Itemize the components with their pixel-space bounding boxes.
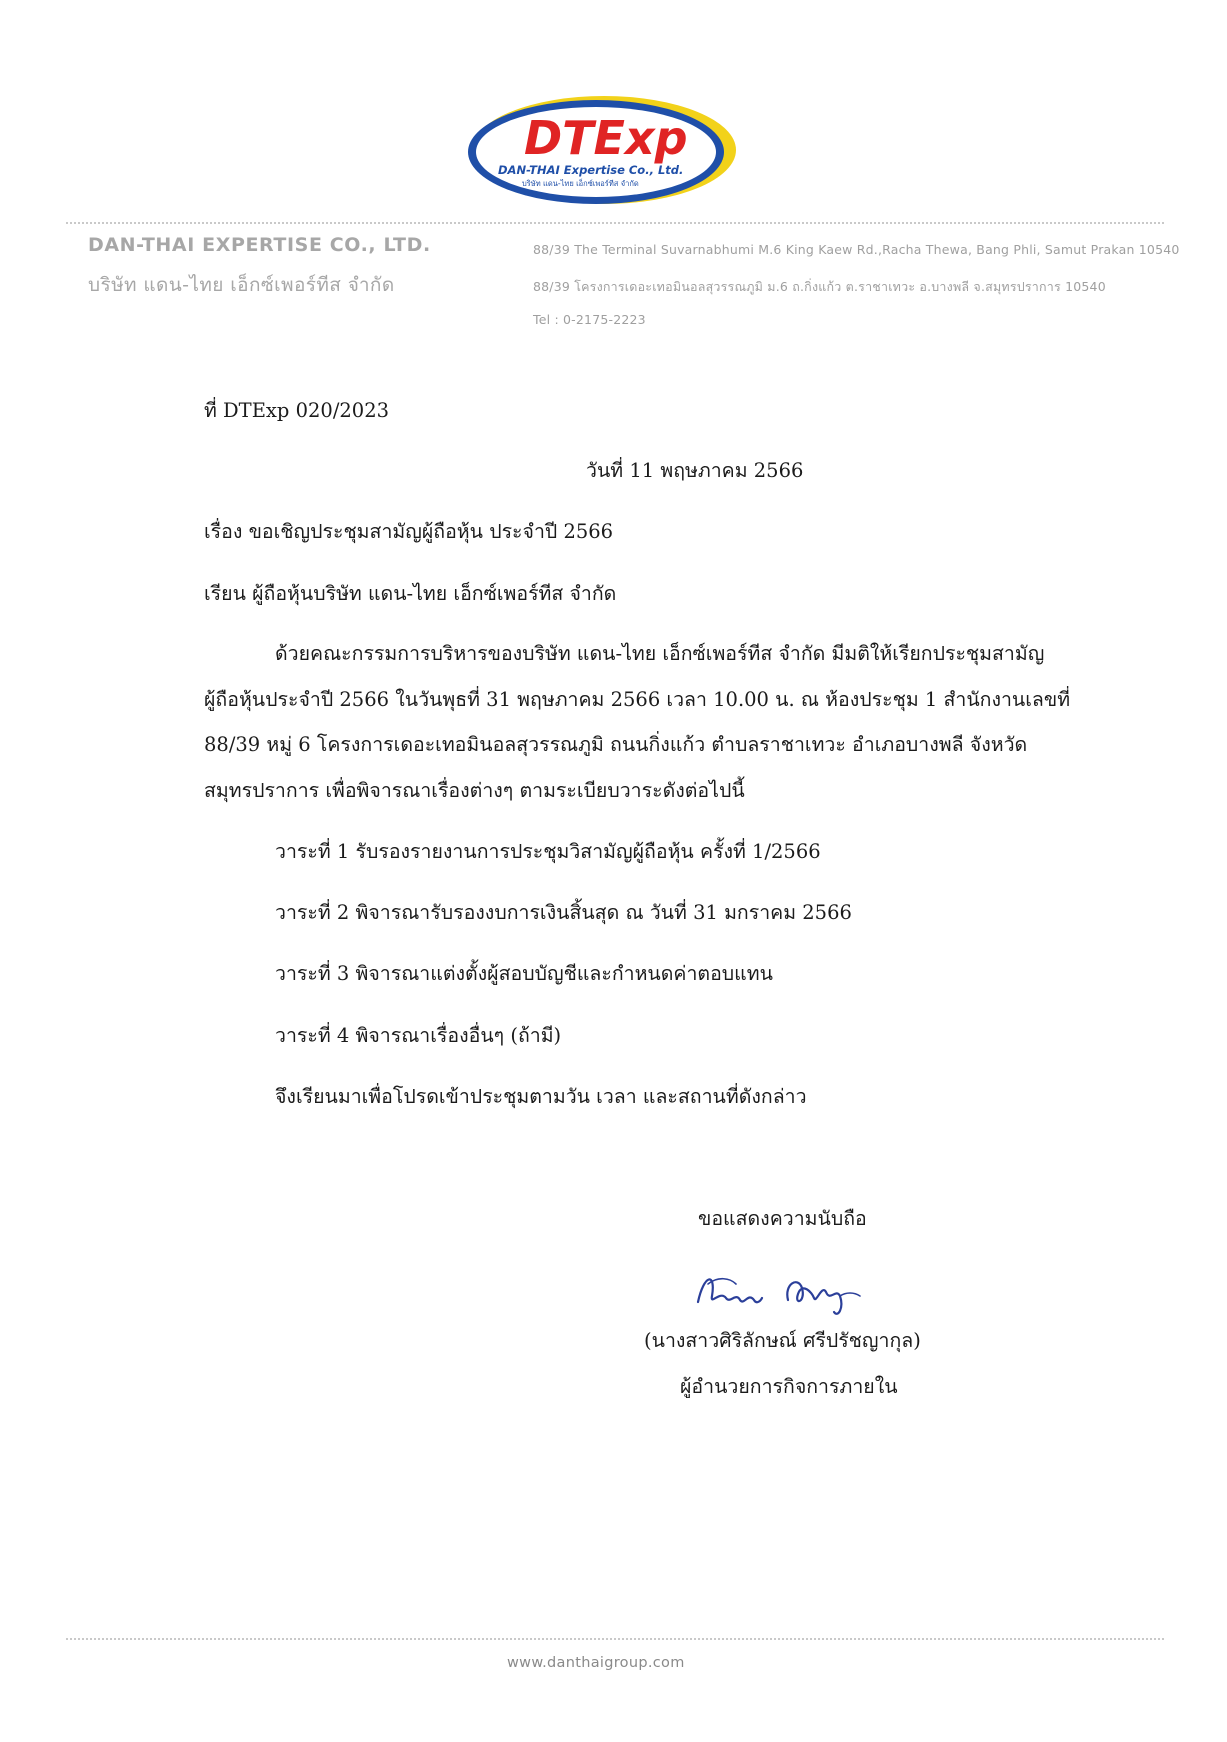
company-name-en: DAN-THAI EXPERTISE CO., LTD. <box>88 234 431 256</box>
telephone: Tel : 0-2175-2223 <box>533 312 646 327</box>
regards: ขอแสดงความนับถือ <box>698 1207 867 1230</box>
letter-date: วันที่ 11 พฤษภาคม 2566 <box>586 459 804 482</box>
signer-position: ผู้อำนวยการกิจการภายใน <box>680 1375 898 1398</box>
letter-subject: เรื่อง ขอเชิญประชุมสามัญผู้ถือหุ้น ประจำปี 2566 <box>204 520 614 543</box>
reference-number: ที่ DTExp 020/2023 <box>204 399 390 422</box>
agenda-item-2: วาระที่ 2 พิจารณารับรองงบการเงินสิ้นสุด ณ วันที่ 31 มกราคม 2566 <box>275 901 852 924</box>
closing-line: จึงเรียนมาเพื่อโปรดเข้าประชุมตามวัน เวลา และสถานที่ดังกล่าว <box>275 1085 807 1108</box>
agenda-item-3: วาระที่ 3 พิจารณาแต่งตั้งผู้สอบบัญชีและกำหนดค่าตอบแทน <box>275 962 773 985</box>
address-th: 88/39 โครงการเดอะเทอมินอลสุวรรณภูมิ ม.6 ถ.กิ่งแก้ว ต.ราชาเทวะ อ.บางพลี จ.สมุทรปราการ 10540 <box>533 279 1106 294</box>
body-line: 88/39 หมู่ 6 โครงการเดอะเทอมินอลสุวรรณภูมิ ถนนกิ่งแก้ว ตำบลราชาเทวะ อำเภอบางพลี จังหวัด <box>204 733 1028 756</box>
footer-divider <box>66 1638 1164 1640</box>
company-name-th: บริษัท แดน-ไทย เอ็กซ์เพอร์ทีส จำกัด <box>88 274 395 296</box>
agenda-item-4: วาระที่ 4 พิจารณาเรื่องอื่นๆ (ถ้ามี) <box>275 1024 562 1047</box>
agenda-item-1: วาระที่ 1 รับรองรายงานการประชุมวิสามัญผู้ถือหุ้น ครั้งที่ 1/2566 <box>275 840 821 863</box>
header-divider <box>66 222 1164 224</box>
signer-name: (นางสาวศิริลักษณ์ ศรีปรัชญากุล) <box>644 1329 921 1352</box>
logo-name-th: บริษัท แดน-ไทย เอ็กซ์เพอร์ทีส จำกัด <box>522 179 639 188</box>
body-line: ผู้ถือหุ้นประจำปี 2566 ในวันพุธที่ 31 พฤษภาคม 2566 เวลา 10.00 น. ณ ห้องประชุม 1 สำนักงานเลขที่ <box>204 688 1071 711</box>
logo-name: DAN-THAI Expertise Co., Ltd. <box>498 163 684 177</box>
body-line: ด้วยคณะกรรมการบริหารของบริษัท แดน-ไทย เอ็กซ์เพอร์ทีส จำกัด มีมติให้เรียกประชุมสามัญ <box>275 642 1045 665</box>
signature <box>690 1262 870 1322</box>
address-en: 88/39 The Terminal Suvarnabhumi M.6 King Kaew Rd.,Racha Thewa, Bang Phli, Samut Prakan 10540 <box>533 242 1180 257</box>
letter-recipient: เรียน ผู้ถือหุ้นบริษัท แดน-ไทย เอ็กซ์เพอร์ทีส จำกัด <box>204 582 617 605</box>
body-line: สมุทรปราการ เพื่อพิจารณาเรื่องต่างๆ ตามระเบียบวาระดังต่อไปนี้ <box>204 779 745 802</box>
company-logo <box>462 92 740 210</box>
logo-mark: DTExp <box>524 111 688 165</box>
footer-website: www.danthaigroup.com <box>507 1655 685 1671</box>
